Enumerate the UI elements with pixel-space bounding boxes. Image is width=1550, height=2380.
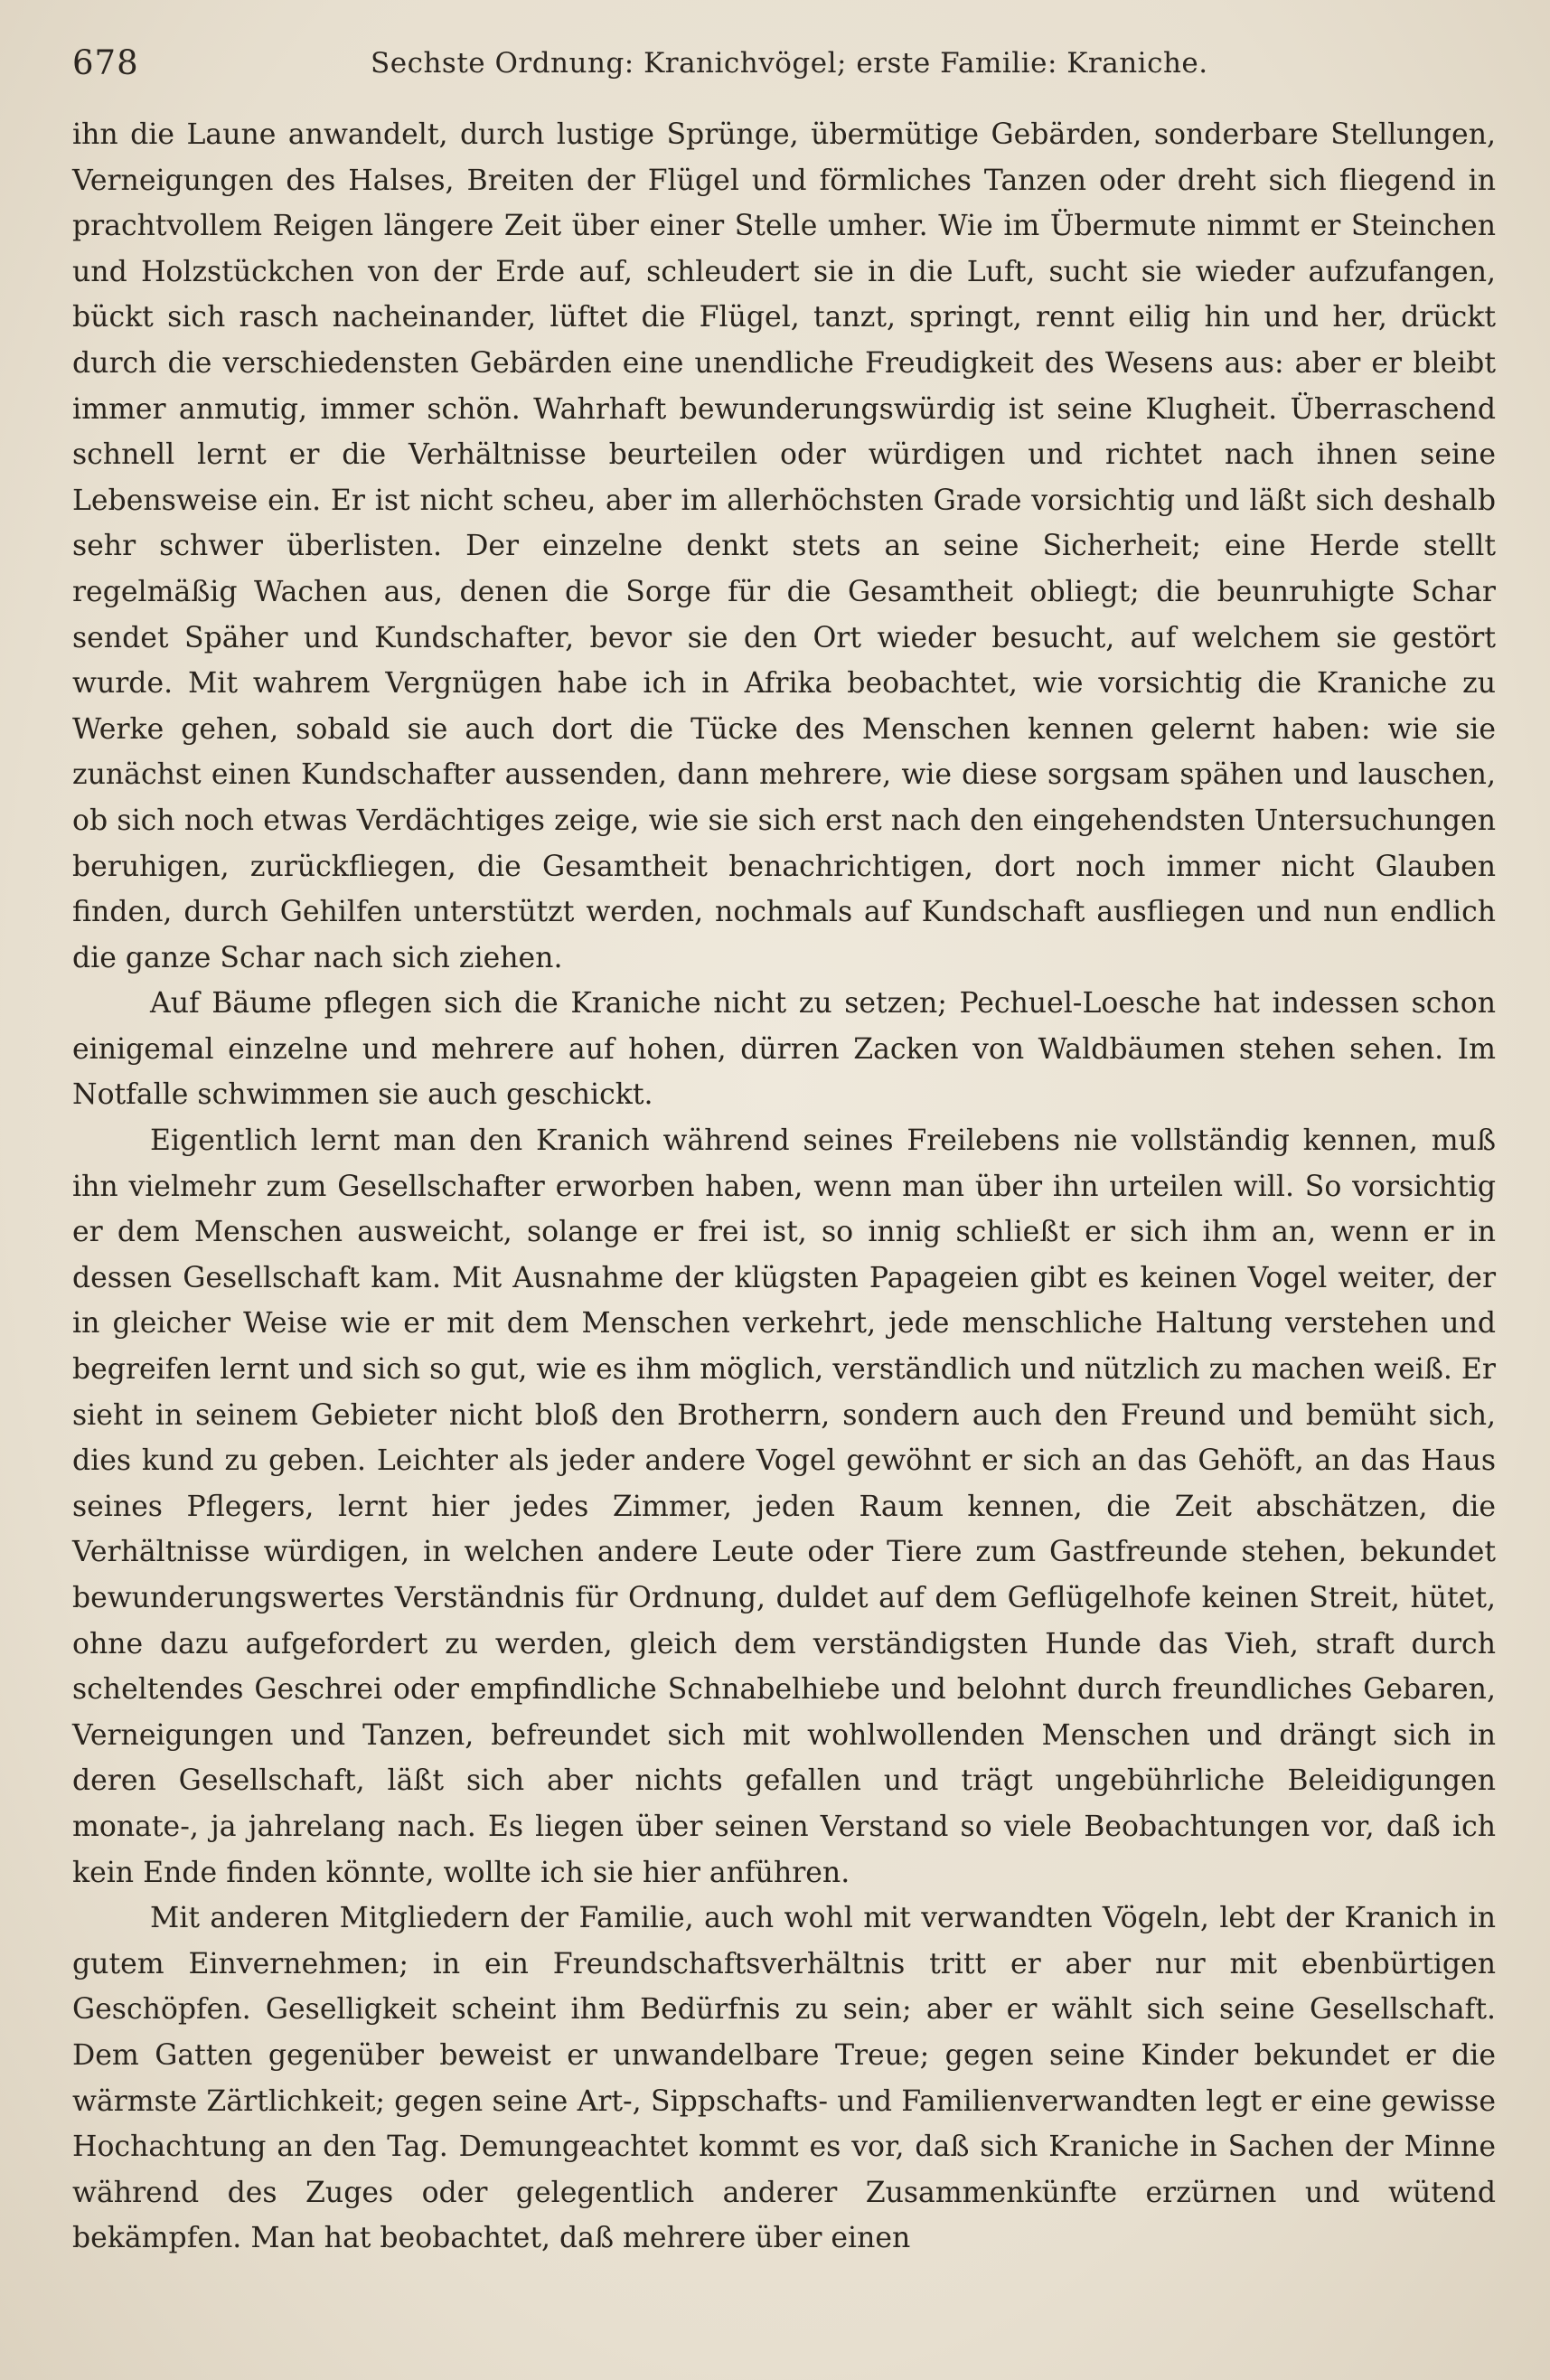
paragraph-4: Mit anderen Mitgliedern der Familie, auch wohl mit verwandten Vögeln, lebt der Kranich in gutem Einvernehmen; in ein Freundschaftsverhältnis tritt er aber nur mit ebenbürtigen Geschöpfen. Geselligkeit scheint ihm Bedürfnis zu sein; aber er wählt sich seine Gesellschaft. Dem Gatten gegenüber beweist er unwandelbare Treue; gegen seine Kinder bekundet er die wärmste Zärtlichkeit; gegen seine Art-, Sippschafts- und Familienverwandten legt er eine gewisse Hochachtung an den Tag. Demungeachtet kommt es vor, daß sich Kraniche in Sachen der Minne während des Zuges oder gelegentlich anderer Zusammenkünfte erzürnen und wütend bekämpfen. Man hat beobachtet, daß mehrere über einen — [72, 1902, 1496, 2255]
page-header — [72, 40, 1478, 94]
body-text — [72, 112, 1496, 2262]
paragraph-2: Auf Bäume pflegen sich die Kraniche nicht zu setzen; Pechuel-Loesche hat indessen schon einigemal einzelne und mehrere auf hohen, dürren Zacken von Waldbäumen stehen sehen. Im Notfalle schwimmen sie auch geschickt. — [72, 987, 1496, 1112]
page-number: 678 — [72, 43, 139, 82]
paragraph-1: ihn die Laune anwandelt, durch lustige Sprünge, übermütige Gebärden, sonderbare Stellungen, Verneigungen des Halses, Breiten der Flügel und förmliches Tanzen oder dreht sich fliegend in prachtvollem Reigen längere Zeit über einer Stelle umher. Wie im Übermute nimmt er Steinchen und Holzstückchen von der Erde auf, schleudert sie in die Luft, sucht sie wieder aufzufangen, bückt sich rasch nacheinander, lüftet die Flügel, tanzt, springt, rennt eilig hin und her, drückt durch die verschiedensten Gebärden eine unendliche Freudigkeit des Wesens aus: aber er bleibt immer anmutig, immer schön. Wahrhaft bewunderungswürdig ist seine Klugheit. Überraschend schnell lernt er die Verhältnisse beurteilen oder würdigen und richtet nach ihnen seine Lebensweise ein. Er ist nicht scheu, aber im allerhöchsten Grade vorsichtig und läßt sich deshalb sehr schwer überlisten. Der einzelne denkt stets an seine Sicherheit; eine Herde stellt regelmäßig Wachen aus, denen die Sorge für die Gesamtheit obliegt; die beunruhigte Schar sendet Späher und Kundschafter, bevor sie den Ort wieder besucht, auf welchem sie gestört wurde. Mit wahrem Vergnügen habe ich in Afrika beobachtet, wie vorsichtig die Kraniche zu Werke gehen, sobald sie auch dort die Tücke des Menschen kennen gelernt haben: wie sie zunächst einen Kundschafter aussenden, dann mehrere, wie diese sorgsam spähen und lauschen, ob sich noch etwas Verdächtiges zeige, wie sie sich erst nach den eingehendsten Untersuchungen beruhigen, zurückfliegen, die Gesamtheit benachrichtigen, dort noch immer nicht Glauben finden, durch Gehilfen unterstützt werden, nochmals auf Kundschaft ausfliegen und nun endlich die ganze Schar nach sich ziehen. — [72, 118, 1496, 974]
running-head: Sechste Ordnung: Kranichvögel; erste Familie: Kraniche. — [371, 47, 1208, 80]
paragraph-3: Eigentlich lernt man den Kranich während seines Freilebens nie vollständig kennen, muß ihn vielmehr zum Gesellschafter erworben haben, wenn man über ihn urteilen will. So vorsichtig er dem Menschen ausweicht, solange er frei ist, so innig schließt er sich ihm an, wenn er in dessen Gesellschaft kam. Mit Ausnahme der klügsten Papageien gibt es keinen Vogel weiter, der in gleicher Weise wie er mit dem Menschen verkehrt, jede menschliche Haltung verstehen und begreifen lernt und sich so gut, wie es ihm möglich, verständlich und nützlich zu machen weiß. Er sieht in seinem Gebieter nicht bloß den Brotherrn, sondern auch den Freund und bemüht sich, dies kund zu geben. Leichter als jeder andere Vogel gewöhnt er sich an das Gehöft, an das Haus seines Pflegers, lernt hier jedes Zimmer, jeden Raum kennen, die Zeit abschätzen, die Verhältnisse würdigen, in welchen andere Leute oder Tiere zum Gastfreunde stehen, bekundet bewunderungswertes Verständnis für Ordnung, duldet auf dem Geflügelhofe keinen Streit, hütet, ohne dazu aufgefordert zu werden, gleich dem verständigsten Hunde das Vieh, straft durch scheltendes Geschrei oder empfindliche Schnabelhiebe und belohnt durch freundliches Gebaren, Verneigungen und Tanzen, befreundet sich mit wohlwollenden Menschen und drängt sich in deren Gesellschaft, läßt sich aber nichts gefallen und trägt ungebührliche Beleidigungen monate-, ja jahrelang nach. Es liegen über seinen Verstand so viele Beobachtungen vor, daß ich kein Ende finden könnte, wollte ich sie hier anführen. — [72, 1124, 1496, 1889]
